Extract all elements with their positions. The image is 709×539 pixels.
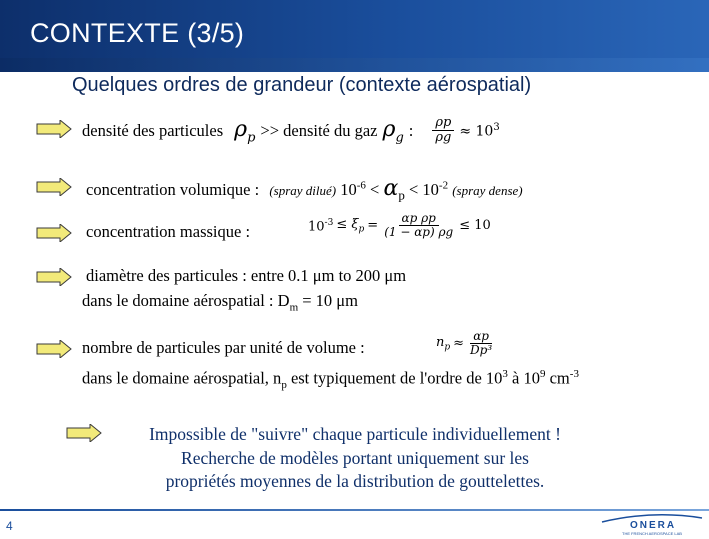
conclusion-line1: Impossible de "suivre" chaque particule individuellement ! [149, 424, 561, 444]
number-formula [436, 330, 495, 357]
mass-lower: 10 [308, 218, 325, 234]
mass-upper: ≤ 10 [459, 218, 491, 234]
density-ratio-fraction: $\frac{\rho p}{\rho g}$ [432, 116, 454, 146]
density-approx: ≈ 10 [459, 123, 494, 140]
diameter-line2: dans le domaine aérospatial : $D_m = 10$ μm [82, 291, 358, 314]
number-exp2: 9 [539, 368, 546, 380]
arrow-bullet-icon [36, 268, 72, 286]
density-exp: 3 [493, 121, 500, 133]
spray-dilue-label: (spray dilué) [269, 183, 337, 198]
mass-equals: = [367, 218, 379, 234]
arrow-bullet-icon [36, 340, 72, 358]
conclusion-block [100, 423, 610, 494]
number-line2: dans le domaine aérospatial, $n_p$ est typiquement de l'ordre de $10^3$ à $10^9$ $cm^{-3}$ [82, 368, 579, 391]
slide-subtitle: Quelques ordres de grandeur (contexte aérospatial) [72, 74, 532, 96]
header-bar [0, 0, 709, 72]
number-fraction: $\frac{\alpha p}{\text{Dp³}}$ [470, 329, 493, 358]
svg-text:ONERA: ONERA [630, 520, 677, 531]
conclusion-line3: propriétés moyennes de la distribution de gouttelettes. [165, 471, 545, 491]
alpha-sub-p: p [398, 187, 405, 203]
arrow-bullet-icon [36, 224, 72, 242]
spray-dense-label: (spray dense) [452, 183, 523, 198]
diameter-line1: diamètre des particules : entre 0.1 μm to 200 μm [86, 266, 407, 285]
upper-exp: -2 [438, 179, 449, 192]
mass-fraction: $\frac{\text{αp ρp}}{(1 - \alpha p) \rho g}$ [384, 211, 454, 240]
arrow-bullet-icon [36, 178, 72, 196]
mass-concentration-formula [308, 212, 491, 239]
lower-exp: -6 [356, 179, 366, 192]
upper-bound: < 10 [408, 180, 439, 199]
mass-lower-exp: -3 [324, 217, 334, 228]
volume-concentration-row [86, 176, 523, 203]
density-colon: : [408, 120, 414, 140]
np-symbol: n [436, 334, 445, 350]
alpha-symbol: α [383, 176, 399, 201]
number-line1: nombre de particules par unité de volume : [82, 338, 365, 357]
diameter-sub: m [289, 301, 299, 314]
less-than-1: < [370, 180, 380, 199]
arrow-bullet-icon [66, 424, 102, 442]
rho-sub-p: p [247, 129, 256, 145]
density-row [82, 116, 500, 146]
density-comparison: >> densité du gaz [260, 120, 378, 140]
number-exp1: 3 [502, 368, 508, 380]
volume-concentration-label: concentration volumique : [86, 180, 260, 199]
arrow-bullet-icon [36, 120, 72, 138]
mass-concentration-label: concentration massique : [86, 222, 251, 241]
rho-g-symbol: ρ [382, 116, 396, 142]
onera-logo [600, 508, 704, 536]
conclusion-line2: Recherche de modèles portant uniquement sur les [181, 447, 529, 468]
number-sub: p [281, 378, 287, 391]
header-band [0, 58, 709, 72]
slide-title: CONTEXTE (3/5) [30, 18, 245, 48]
rho-sub-g: g [395, 129, 404, 145]
mass-leq-xi: ≤ ξ [336, 216, 359, 232]
rho-symbol: ρ [234, 116, 248, 142]
page-number: 4 [6, 519, 13, 533]
density-label: densité des particules [82, 120, 224, 140]
number-approx: ≈ [453, 336, 465, 352]
np-sub: p [444, 342, 451, 353]
xi-sub: p [358, 224, 365, 235]
lower-bound: 10 [340, 180, 357, 199]
svg-text:THE FRENCH AEROSPACE LAB: THE FRENCH AEROSPACE LAB [622, 531, 682, 536]
number-exp3: -3 [569, 368, 579, 380]
